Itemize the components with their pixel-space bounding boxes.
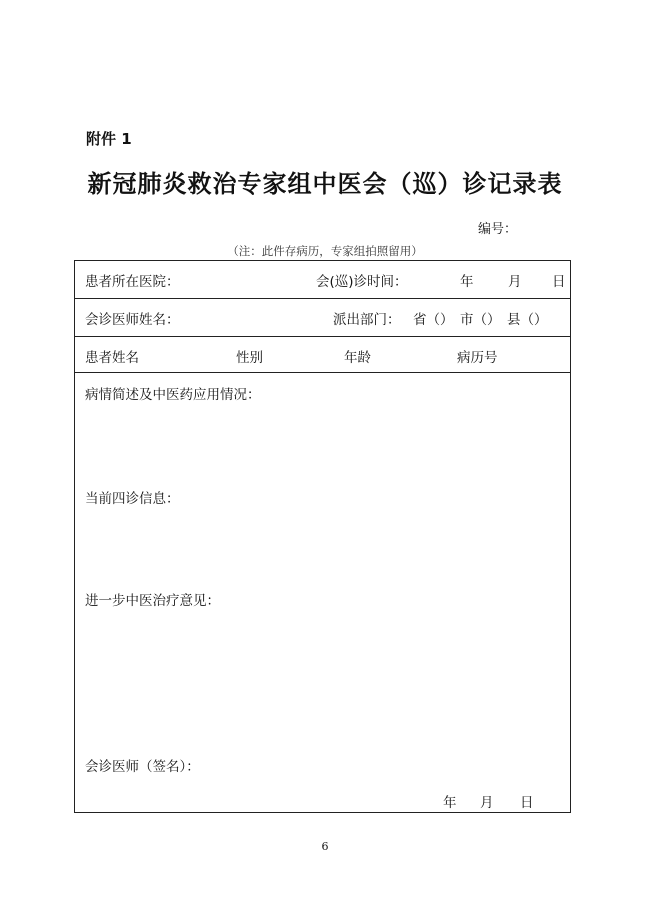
consult-day: 日: [552, 274, 566, 290]
row-divider: [75, 372, 570, 373]
consult-year: 年: [460, 274, 474, 290]
consult-time-label: 会(巡)诊时间：: [316, 274, 408, 290]
consult-month: 月: [508, 274, 522, 290]
signature-label: 会诊医师（签名）：: [85, 759, 200, 775]
form-title: 新冠肺炎救治专家组中医会（巡）诊记录表: [87, 169, 563, 198]
page-number: 6: [321, 840, 329, 853]
consultation-record-table: [74, 260, 571, 813]
row-divider: [75, 336, 570, 337]
patient-gender-label: 性别: [236, 350, 263, 366]
dispatch-province: 省（）: [413, 312, 454, 328]
four-diagnosis-label: 当前四诊信息：: [85, 491, 180, 507]
dispatch-county: 县（）: [507, 312, 548, 328]
form-number-label: 编号：: [478, 222, 518, 237]
patient-name-label: 患者姓名: [85, 350, 139, 366]
dispatch-city: 市（）: [460, 312, 501, 328]
form-note: （注：此件存病历，专家组拍照留用）: [227, 244, 423, 258]
signature-day: 日: [520, 795, 534, 811]
row-divider: [75, 298, 570, 299]
doctor-name-label: 会诊医师姓名：: [85, 312, 180, 328]
hospital-label: 患者所在医院：: [85, 274, 180, 290]
attachment-label: 附件 1: [86, 130, 132, 148]
condition-summary-label: 病情简述及中医药应用情况：: [85, 387, 261, 403]
signature-year: 年: [443, 795, 457, 811]
signature-month: 月: [480, 795, 494, 811]
medical-record-no-label: 病历号: [457, 350, 498, 366]
treatment-opinion-label: 进一步中医治疗意见：: [85, 593, 220, 609]
patient-age-label: 年龄: [344, 350, 371, 366]
dispatch-dept-label: 派出部门：: [333, 312, 401, 328]
